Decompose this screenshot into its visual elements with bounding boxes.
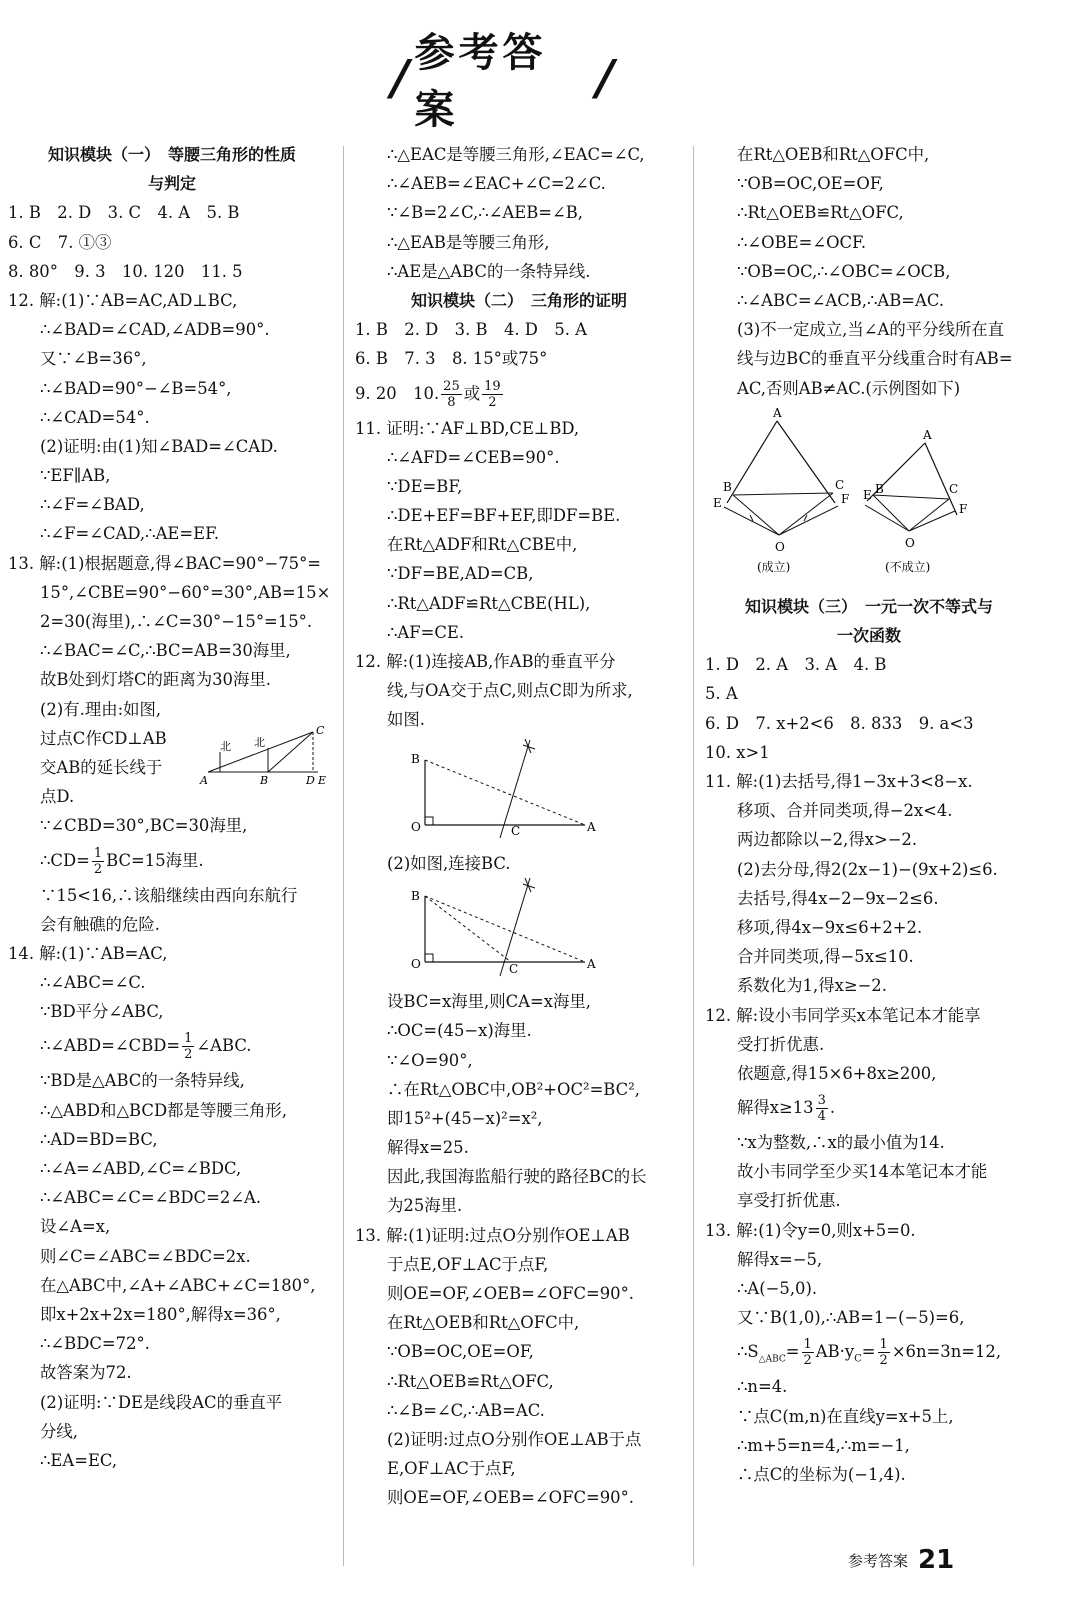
point-label: B [260, 773, 269, 787]
point-label: A [587, 819, 596, 834]
section-heading: 知识模块（一） 等腰三角形的性质 [47, 145, 296, 164]
point-label: O [905, 535, 915, 550]
answer-line: 于点E,OF⊥AC于点F, [387, 1254, 549, 1274]
point-label: A [923, 427, 932, 442]
page-footer [848, 1540, 1018, 1580]
example-not-holds [863, 428, 967, 574]
point-label: B [723, 479, 732, 494]
answer-line: 解得x=25. [387, 1138, 469, 1158]
point-label: E [863, 487, 872, 502]
answer-line: ∴AE是△ABC的一条特异线. [387, 261, 591, 281]
answer-column-3 [705, 140, 1033, 1560]
area-formula-line: $\therefore S_{\triangle ABC}=$ $\frac{1}{2}$ $AB\cdot y_C=$ $\frac{1}{2}$ ×6n=3n=12, [737, 1337, 1002, 1369]
answer-line: 为25海里. [387, 1196, 463, 1216]
answer-line: 移项,得4x−9x≤6+2+2. [737, 917, 923, 937]
north-label: 北 [220, 739, 231, 753]
answer-line: ∴Rt△ADF≌Rt△CBE(HL), [387, 593, 591, 613]
point-label: E [318, 773, 327, 787]
answer-line: ∴EA=EC, [40, 1450, 118, 1470]
answer-line: 设BC=x海里,则CA=x海里, [387, 992, 591, 1012]
answer-line: 解得x=−5, [737, 1249, 823, 1269]
answer-line: ∴∠BAC=∠C,∴BC=AB=30海里, [40, 641, 291, 661]
answer-line: ∵OB=OC,OE=OF, [737, 174, 884, 194]
answer-line: ∴∠CAD=54°. [40, 407, 150, 427]
section-heading: 一次函数 [836, 626, 901, 646]
point-label: C [949, 481, 959, 496]
answer-line: 5. A [705, 684, 738, 704]
answer-line: ∵OB=OC,OE=OF, [387, 1342, 534, 1362]
answer-line: 12. 解:(1)∵AB=AC,AD⊥BC, [8, 290, 238, 310]
fraction-line: 9. 20 10. $\frac{25}{8}$ 或 $\frac{19}{2}$ [355, 378, 501, 410]
answer-line: ∵15<16,∴该船继续由西向东航行 [40, 885, 298, 905]
answer-line: ∵EF∥AB, [40, 466, 111, 486]
answer-line: (3)不一定成立,当∠A的平分线所在直 [737, 320, 1005, 340]
answer-line: 系数化为1,得x≥−2. [737, 976, 887, 996]
answer-line: ∴∠ABC=∠ACB,∴AB=AC. [737, 290, 945, 310]
answer-line: ∴A(−5,0). [737, 1279, 818, 1299]
answer-line: 13. 解:(1)根据题意,得∠BAC=90°−75°= [8, 553, 322, 573]
fraction-one-half: $\frac{1}{2}$ [184, 1031, 193, 1063]
fraction-line: ∴CD= $\frac{1}{2}$ BC=15海里. [40, 845, 204, 877]
header-banner [385, 30, 620, 133]
answer-line: 又∵∠B=36°, [40, 349, 147, 369]
point-label: F [959, 501, 968, 516]
point-label: B [411, 888, 420, 903]
answer-line: 即x+2x+2x=180°,解得x=36°, [40, 1304, 281, 1324]
answer-line: 12. 解:设小韦同学买x本笔记本才能享 [705, 1005, 981, 1025]
answer-line: ∵BD平分∠ABC, [40, 1002, 164, 1022]
answer-column-1 [8, 140, 336, 1560]
answer-line: 交AB的延长线于 [40, 757, 163, 777]
answer-line: ∴AF=CE. [387, 622, 465, 642]
answer-line: ∴DE+EF=BF+EF,即DF=BE. [387, 506, 621, 526]
answer-line: ∴∠BAD=90°−∠B=54°, [40, 378, 232, 398]
answer-line: 线,与OA交于点C,则点C即为所求, [387, 681, 633, 701]
answer-line: 又∵B(1,0),∴AB=1−(−5)=6, [737, 1308, 965, 1328]
answer-line: 6. D 7. x+2<6 8. 833 9. a<3 [705, 713, 974, 733]
answer-line: E,OF⊥AC于点F, [387, 1459, 516, 1479]
answer-line: 如图. [387, 710, 425, 730]
answer-line: 故答案为72. [40, 1363, 132, 1383]
answer-line: 过点C作CD⊥AB [40, 728, 167, 748]
answer-line: ∴n=4. [737, 1377, 788, 1397]
column-divider [343, 146, 344, 1566]
answer-line: ∴OC=(45−x)海里. [387, 1021, 532, 1041]
answer-line: ∵DF=BE,AD=CB, [387, 564, 534, 584]
point-label: E [713, 495, 722, 510]
answer-line: ∵DE=BF, [387, 476, 463, 496]
answer-line: 受打折优惠. [737, 1034, 825, 1054]
point-label: C [316, 723, 325, 737]
answer-line: 故B处到灯塔C的距离为30海里. [40, 670, 271, 690]
answer-line: ∴∠OBE=∠OCF. [737, 232, 867, 252]
section-heading: 知识模块（三） 一元一次不等式与 [744, 596, 993, 616]
answer-line: 8. 80° 9. 3 10. 120 11. 5 [8, 261, 243, 281]
answer-line: ∴∠AEB=∠EAC+∠C=2∠C. [387, 174, 606, 194]
answer-line: 则OE=OF,∠OEB=∠OFC=90°. [387, 1284, 634, 1304]
answer-line: 享受打折优惠. [737, 1191, 841, 1211]
page-number: 21 [918, 1545, 955, 1575]
answer-line: 6. C 7. ①③ [8, 232, 112, 252]
point-label: O [411, 819, 421, 834]
point-label: B [875, 481, 884, 496]
answer-line: 会有触礁的危险. [40, 914, 160, 934]
header-slash-right: / [590, 50, 620, 106]
answer-line: (2)有.理由:如图, [40, 699, 162, 719]
answer-line: 1. D 2. A 3. A 4. B [705, 655, 887, 675]
answer-line: ∴∠ABC=∠C=∠BDC=2∠A. [40, 1188, 262, 1208]
point-label: A [587, 956, 596, 971]
section-heading: 知识模块（二） 三角形的证明 [410, 290, 627, 310]
point-label: A [773, 405, 782, 420]
answer-line: 2=30(海里),∴∠C=30°−15°=15°. [40, 612, 313, 631]
north-label: 北 [254, 735, 265, 749]
example-holds [713, 406, 849, 574]
answer-line: 移项、合并同类项,得−2x<4. [737, 801, 953, 821]
fraction-one-half: $\frac{1}{2}$ [879, 1337, 888, 1369]
fraction-one-half: $\frac{1}{2}$ [93, 845, 103, 877]
answer-line: 在△ABC中,∠A+∠ABC+∠C=180°, [40, 1275, 316, 1295]
header-slash-left: / [385, 50, 415, 106]
answer-line: ∴∠BAD=∠CAD,∠ADB=90°. [40, 320, 270, 340]
answer-line: ∴∠F=∠CAD,∴AE=EF. [40, 524, 220, 544]
fraction-line: ∴∠ABD=∠CBD= $\frac{1}{2}$ ∠ABC. [40, 1031, 252, 1063]
caption-not-holds: (不成立) [885, 559, 931, 574]
answer-line: 即15²+(45−x)²=x², [387, 1108, 543, 1128]
answer-line: 设∠A=x, [40, 1217, 111, 1237]
answer-column-2 [355, 140, 683, 1560]
answer-line: ∴△EAB是等腰三角形, [387, 232, 550, 252]
answer-line: 依题意,得15×6+8x≥200, [737, 1063, 937, 1083]
answer-line: ∴Rt△OEB≌Rt△OFC, [387, 1371, 554, 1391]
answer-line: (2)证明:由(1)知∠BAD=∠CAD. [40, 436, 278, 456]
point-label: O [775, 539, 785, 554]
answer-line: 13. 解:(1)令y=0,则x+5=0. [705, 1220, 916, 1240]
answer-line: 11. 证明:∵AF⊥BD,CE⊥BD, [355, 418, 580, 438]
answer-line: ∵点C(m,n)在直线y=x+5上, [737, 1406, 954, 1426]
answer-line: ∴∠B=∠C,∴AB=AC. [387, 1400, 545, 1420]
point-label: A [200, 773, 208, 787]
answer-line: ∴在Rt△OBC中,OB²+OC²=BC², [387, 1079, 640, 1099]
answer-line: ∴m+5=n=4,∴m=−1, [737, 1435, 910, 1455]
answer-line: ∴∠AFD=∠CEB=90°. [387, 447, 560, 467]
point-label: C [835, 477, 845, 492]
isosceles-example-diagrams [705, 403, 1033, 583]
answer-line: 15°,∠CBE=90°−60°=30°,AB=15× [40, 582, 331, 602]
section-heading: 与判定 [147, 174, 196, 194]
answer-line: ∴∠F=∠BAD, [40, 495, 145, 515]
answer-line: 1. B 2. D 3. C 4. A 5. B [8, 203, 240, 223]
answer-line: 则OE=OF,∠OEB=∠OFC=90°. [387, 1488, 634, 1508]
answer-line: 线与边BC的垂直平分线重合时有AB= [737, 349, 1013, 369]
ship-route-diagram [198, 724, 336, 794]
fraction-one-half: $\frac{1}{2}$ [803, 1337, 812, 1369]
point-label: B [411, 751, 420, 766]
answer-line: ∵BD是△ABC的一条特异线, [40, 1071, 245, 1091]
answer-line: 14. 解:(1)∵AB=AC, [8, 943, 168, 963]
point-label: C [509, 961, 519, 976]
answer-line: ∵∠B=2∠C,∴∠AEB=∠B, [387, 203, 583, 223]
answer-line: ∵x为整数,∴x的最小值为14. [737, 1133, 945, 1153]
fraction-19-2: $\frac{19}{2}$ [484, 378, 501, 410]
answer-line: ∵OB=OC,∴∠OBC=∠OCB, [737, 261, 951, 281]
answer-line: 去括号,得4x−2−9x−2≤6. [737, 888, 939, 908]
answer-line: ∵∠O=90°, [387, 1050, 473, 1070]
answer-line: 两边都除以−2,得x>−2. [737, 830, 918, 850]
answer-line: 则∠C=∠ABC=∠BDC=2x. [40, 1246, 251, 1266]
answer-line: 合并同类项,得−5x≤10. [737, 947, 914, 967]
perpendicular-bisector-diagram [355, 735, 683, 840]
fraction-3-4: $\frac{3}{4}$ [817, 1093, 826, 1125]
answer-line: ∴△ABD和△BCD都是等腰三角形, [40, 1100, 288, 1120]
ship-figure-block [8, 724, 336, 812]
answer-line: 6. B 7. 3 8. 15°或75° [355, 349, 548, 369]
answer-line: 11. 解:(1)去括号,得1−3x+3<8−x. [705, 772, 973, 792]
point-label: C [511, 823, 521, 838]
answer-line: 12. 解:(1)连接AB,作AB的垂直平分 [355, 652, 616, 671]
answer-line: (2)证明:过点O分别作OE⊥AB于点 [387, 1429, 642, 1449]
answer-line: 故小韦同学至少买14本笔记本才能 [737, 1162, 988, 1182]
answer-line: ∴点C的坐标为(−1,4). [737, 1464, 906, 1484]
point-label: D [306, 773, 315, 787]
answer-line: ∴∠ABC=∠C. [40, 973, 146, 993]
answer-line: (2)如图,连接BC. [387, 853, 511, 873]
answer-line: ∵∠CBD=30°,BC=30海里, [40, 816, 248, 836]
answer-line: ∴△EAC是等腰三角形,∠EAC=∠C, [387, 145, 645, 164]
answer-line: 因此,我国海监船行驶的路径BC的长 [387, 1167, 647, 1187]
answer-line: 点D. [40, 787, 75, 807]
answer-line: 在Rt△OEB和Rt△OFC中, [387, 1313, 580, 1333]
answer-line: ∴∠BDC=72°. [40, 1334, 150, 1354]
answer-line: 在Rt△OEB和Rt△OFC中, [737, 145, 930, 164]
answer-line: ∴Rt△OEB≌Rt△OFC, [737, 203, 904, 223]
answer-line: ∴∠A=∠ABD,∠C=∠BDC, [40, 1159, 242, 1178]
column-divider [693, 146, 694, 1566]
fraction-line: 解得x≥13 $\frac{3}{4}$ . [737, 1093, 836, 1125]
footer-label: 参考答案 [848, 1551, 909, 1570]
point-label: F [841, 491, 850, 506]
perpendicular-bisector-diagram-bc [355, 878, 683, 978]
fraction-25-8: $\frac{25}{8}$ [443, 378, 460, 410]
answer-line: 在Rt△ADF和Rt△CBE中, [387, 535, 578, 555]
page-title: 参考答案 [414, 30, 547, 133]
answer-line: 13. 解:(1)证明:过点O分别作OE⊥AB [355, 1225, 630, 1245]
caption-holds: (成立) [757, 559, 791, 574]
answer-line: (2)证明:∵DE是线段AC的垂直平 [40, 1392, 283, 1412]
answer-line: ∴AD=BD=BC, [40, 1129, 158, 1149]
answer-line: 1. B 2. D 3. B 4. D 5. A [355, 320, 588, 340]
answer-line: 10. x>1 [705, 742, 770, 762]
point-label: O [411, 956, 421, 971]
answer-line: 分线, [40, 1421, 78, 1441]
answer-line: AC,否则AB≠AC.(示例图如下) [737, 378, 961, 398]
answer-line: (2)去分母,得2(2x−1)−(9x+2)≤6. [737, 859, 998, 879]
